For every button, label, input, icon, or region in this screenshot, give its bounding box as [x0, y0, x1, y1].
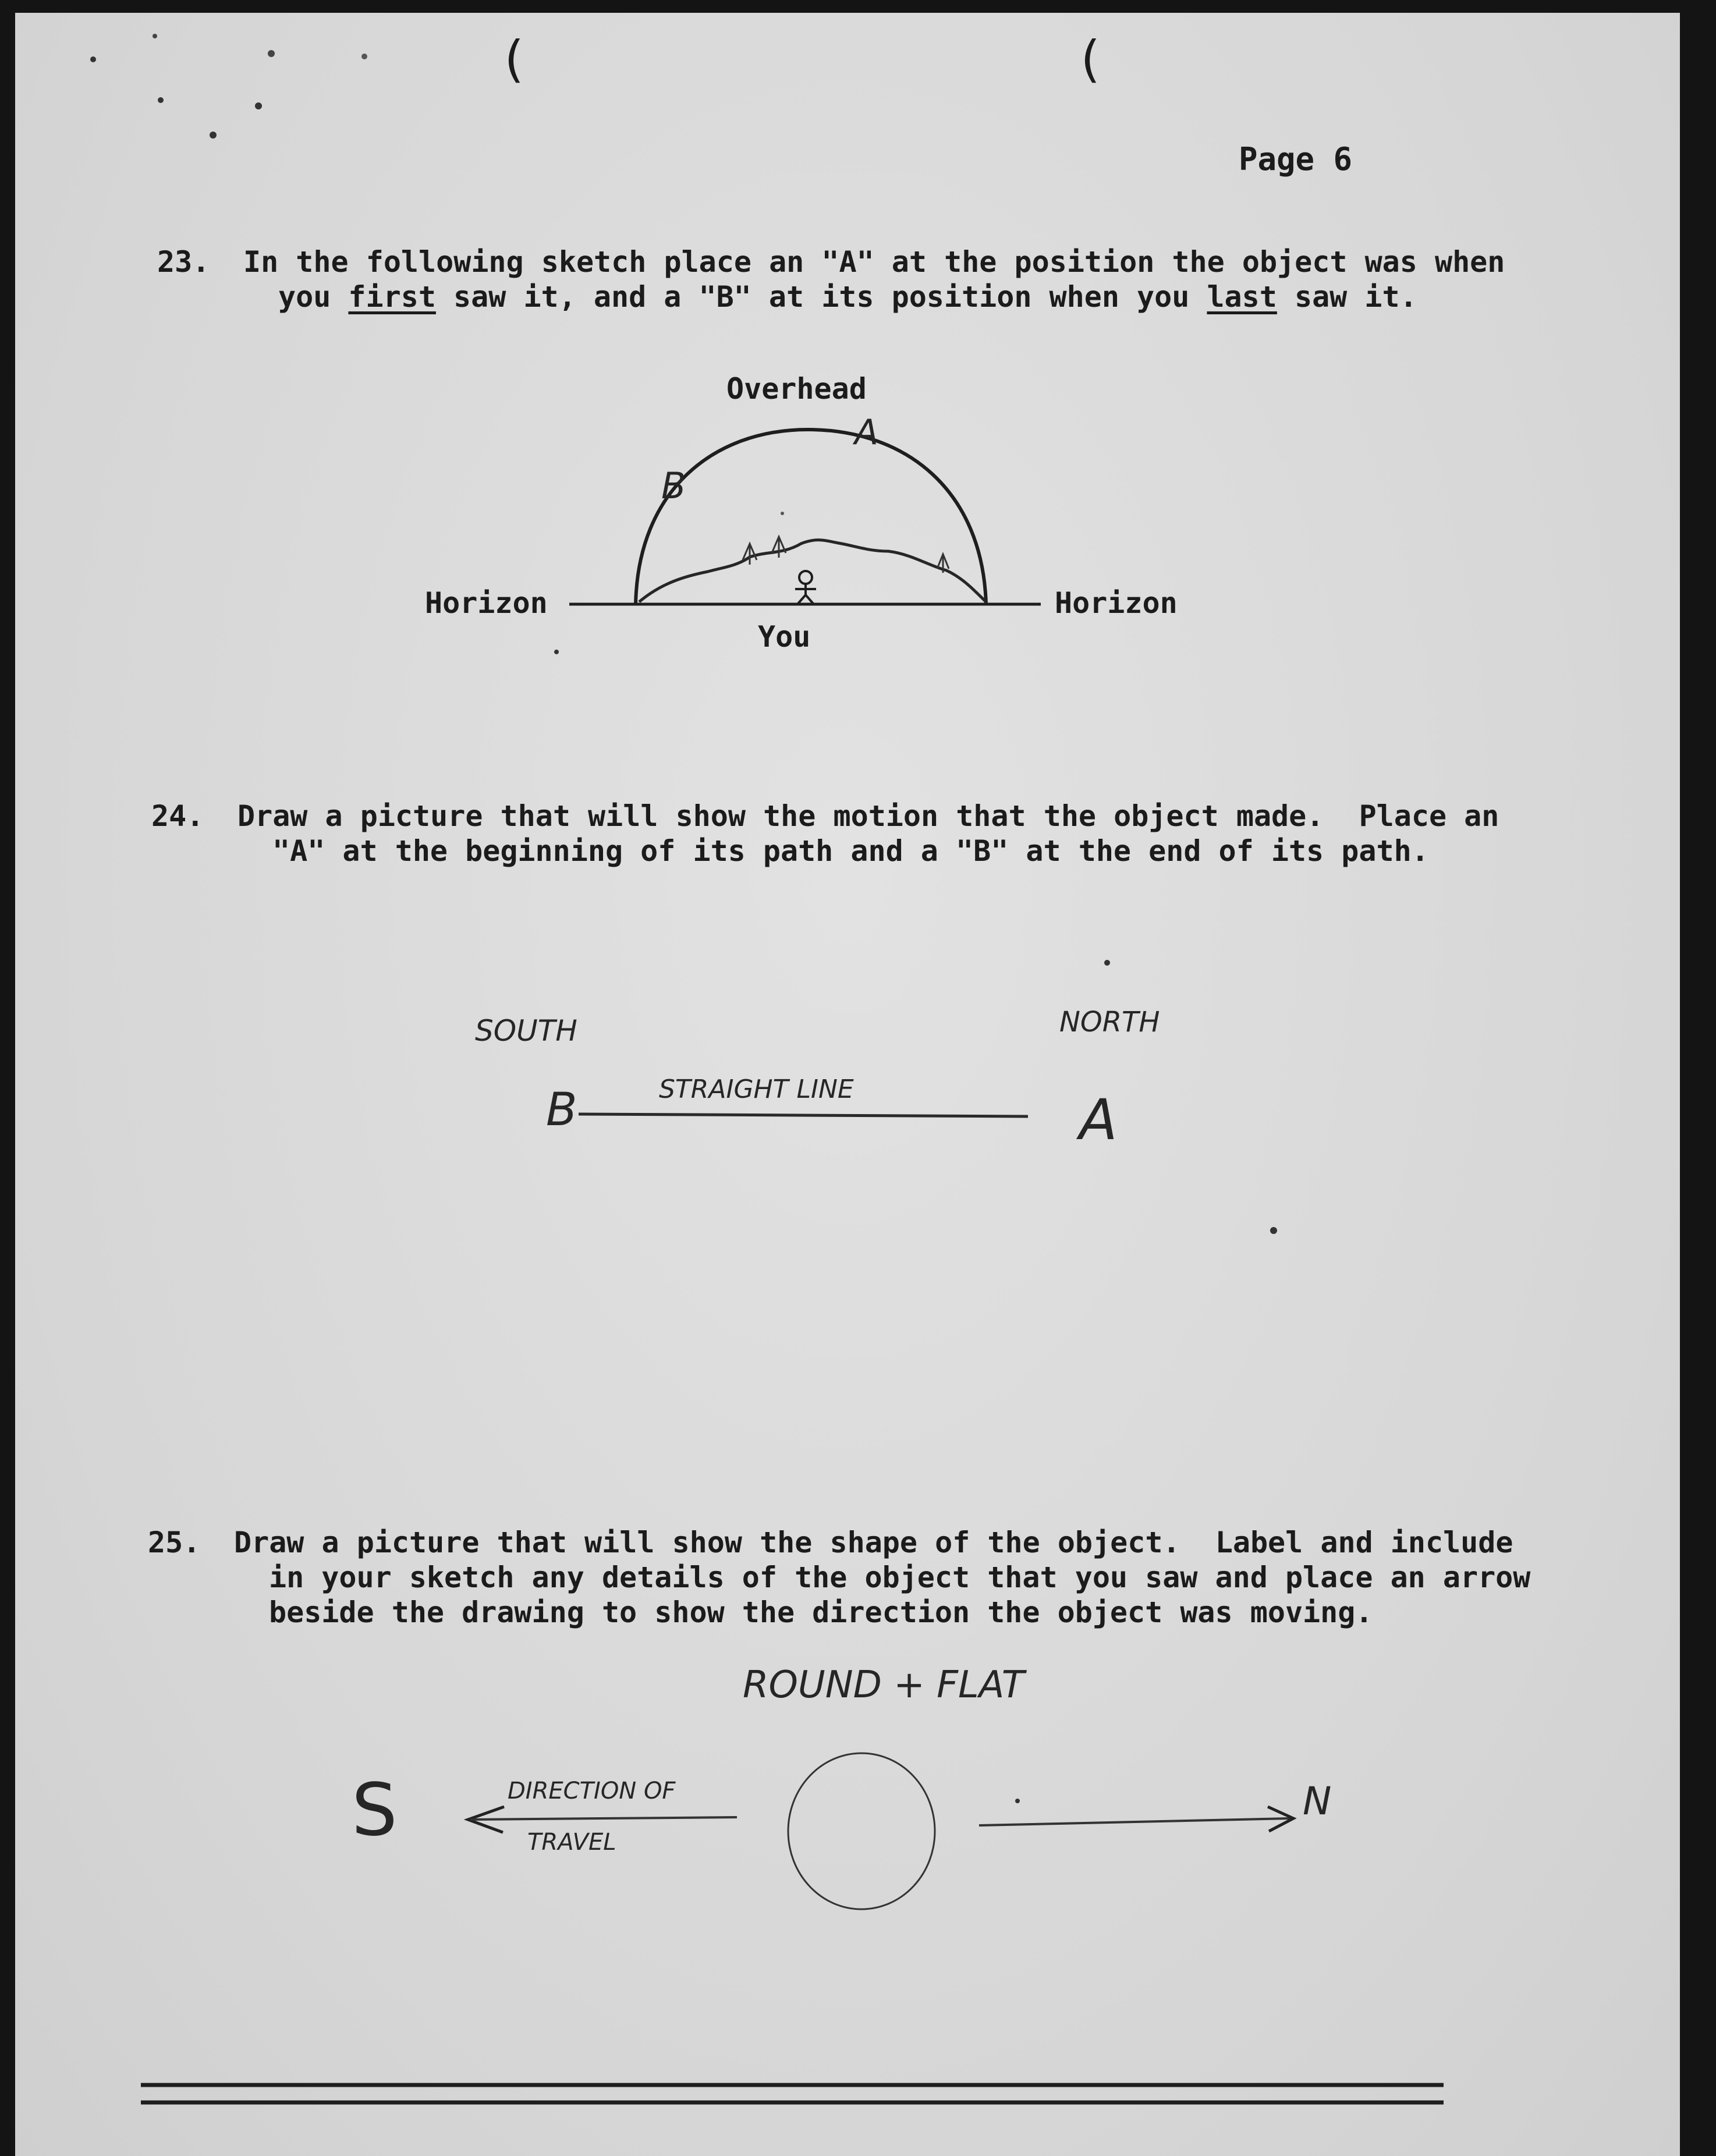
q25-south-label: S [352, 1768, 398, 1852]
document-page [15, 13, 1680, 2156]
q23-overhead-label: Overhead [726, 372, 867, 406]
q23-horizon-left-label: Horizon [425, 586, 548, 620]
page-number: Page 6 [1239, 141, 1353, 178]
q25-number: 25. [148, 1526, 201, 1559]
q24-handwritten-a: A [1079, 1087, 1118, 1153]
q23-handwritten-b: B [661, 464, 686, 507]
q23-line-2-c: saw it. [1277, 280, 1417, 314]
q24-north-label: NORTH [1059, 1006, 1160, 1038]
q23-you-label: You [758, 620, 811, 654]
q25-north-label: N [1303, 1779, 1332, 1824]
top-mark-right: ( [1075, 30, 1105, 88]
q25-shape-label: ROUND + FLAT [743, 1664, 1024, 1707]
q24-line-2: "A" at the beginning of its path and a "B" at the end of its path. [272, 834, 1429, 868]
q23-line-2-b: saw it, and a "B" at its position when you [435, 280, 1207, 314]
q25-line-3: beside the drawing to show the direction the object was moving. [269, 1595, 1373, 1629]
q25-line-1: Draw a picture that will show the shape of the object. Label and include [234, 1526, 1513, 1559]
q25-line-2: in your sketch any details of the object that you saw and place an arrow [269, 1561, 1531, 1594]
q23-underlined-last: last [1207, 280, 1277, 314]
q23-number: 23. [157, 245, 210, 279]
q24-south-label: SOUTH [475, 1014, 577, 1048]
q23-line-2-a: you [278, 280, 349, 314]
bottom-double-rule [15, 13, 1680, 2156]
q25-direction-label-2: TRAVEL [527, 1829, 616, 1856]
q23-horizon-right-label: Horizon [1055, 586, 1178, 620]
q24-path-label: STRAIGHT LINE [659, 1075, 854, 1104]
top-mark-left: ( [498, 30, 529, 88]
q24-line-1: Draw a picture that will show the motion that the object made. Place an [237, 799, 1499, 833]
q23-line-1: In the following sketch place an "A" at the position the object was when [243, 245, 1505, 279]
q24-handwritten-b: B [546, 1084, 577, 1136]
q24-number: 24. [151, 799, 204, 833]
q23-handwritten-a: A [855, 412, 879, 453]
q25-direction-label-1: DIRECTION OF [508, 1778, 676, 1804]
q23-underlined-first: first [348, 280, 436, 314]
